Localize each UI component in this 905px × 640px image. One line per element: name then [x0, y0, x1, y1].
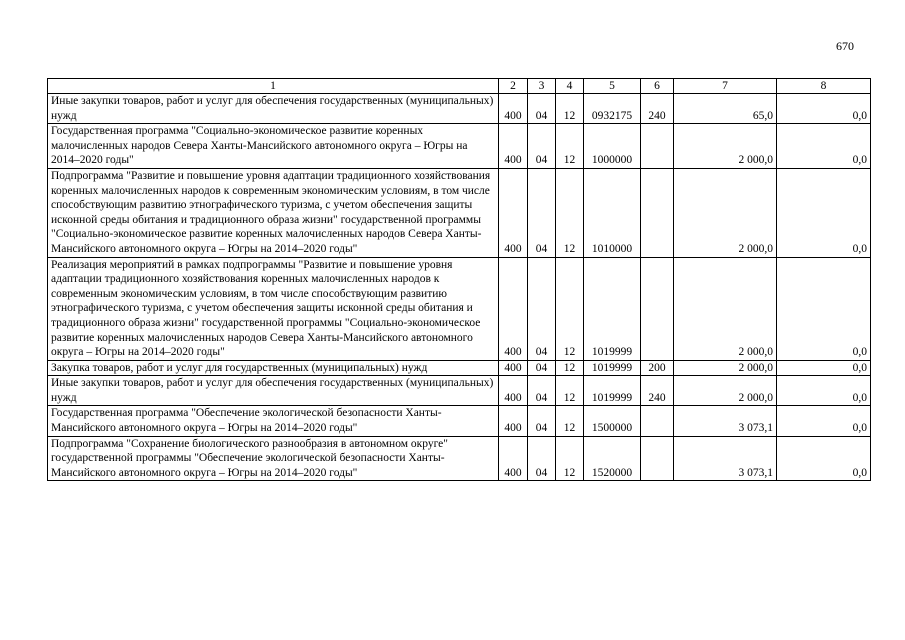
row-code-4: 12 — [556, 406, 584, 436]
column-header: 4 — [556, 79, 584, 94]
row-code-2: 400 — [499, 124, 528, 169]
row-amount-8: 0,0 — [777, 376, 871, 406]
row-code-6: 240 — [641, 94, 674, 124]
table-row — [48, 94, 871, 124]
row-amount-8: 0,0 — [777, 168, 871, 257]
table-row — [48, 406, 871, 436]
row-code-2: 400 — [499, 94, 528, 124]
budget-table — [47, 78, 871, 481]
table-row — [48, 257, 871, 360]
row-amount-8: 0,0 — [777, 436, 871, 481]
row-code-5: 1019999 — [584, 376, 641, 406]
row-amount-7: 2 000,0 — [674, 124, 777, 169]
column-header: 8 — [777, 79, 871, 94]
row-code-4: 12 — [556, 436, 584, 481]
row-code-4: 12 — [556, 168, 584, 257]
row-code-5: 1019999 — [584, 257, 641, 360]
row-code-5: 1019999 — [584, 360, 641, 376]
row-amount-8: 0,0 — [777, 94, 871, 124]
row-code-2: 400 — [499, 257, 528, 360]
row-code-4: 12 — [556, 124, 584, 169]
row-amount-7: 2 000,0 — [674, 257, 777, 360]
row-code-6: 200 — [641, 360, 674, 376]
row-code-3: 04 — [528, 94, 556, 124]
column-header: 1 — [48, 79, 499, 94]
row-code-4: 12 — [556, 257, 584, 360]
row-amount-7: 2 000,0 — [674, 168, 777, 257]
row-code-2: 400 — [499, 436, 528, 481]
column-header: 7 — [674, 79, 777, 94]
row-code-3: 04 — [528, 360, 556, 376]
row-code-2: 400 — [499, 360, 528, 376]
row-code-3: 04 — [528, 436, 556, 481]
table-row — [48, 376, 871, 406]
column-header: 3 — [528, 79, 556, 94]
row-code-6 — [641, 124, 674, 169]
row-amount-7: 2 000,0 — [674, 360, 777, 376]
row-code-5: 1010000 — [584, 168, 641, 257]
row-code-3: 04 — [528, 257, 556, 360]
table-row — [48, 168, 871, 257]
row-code-6: 240 — [641, 376, 674, 406]
row-name: Иные закупки товаров, работ и услуг для обеспечения государственных (муниципальных) нужд — [48, 376, 499, 406]
row-name: Государственная программа "Социально-экономическое развитие коренных малочисленных народов Севера Ханты-Мансийского автономного округа – Югры на 2014–2020 годы" — [48, 124, 499, 169]
row-amount-8: 0,0 — [777, 406, 871, 436]
column-header: 2 — [499, 79, 528, 94]
row-code-2: 400 — [499, 168, 528, 257]
row-code-3: 04 — [528, 168, 556, 257]
page-number: 670 — [836, 39, 854, 53]
row-code-4: 12 — [556, 360, 584, 376]
row-code-5: 1500000 — [584, 406, 641, 436]
row-name: Подпрограмма "Развитие и повышение уровня адаптации традиционного хозяйствования коренных малочисленных народов к современным экономическим условиям, в том числе способствующим развитию этнографического туризма, с учетом обеспечения защиты исконной среды обитания и традиционного образа жизни" государственной программы "Социально-экономическое развитие коренных малочисленных народов Севера Ханты-Мансийского автономного округа – Югры на 2014–2020 годы" — [48, 168, 499, 257]
row-code-2: 400 — [499, 406, 528, 436]
table-row — [48, 436, 871, 481]
column-header: 5 — [584, 79, 641, 94]
row-amount-7: 65,0 — [674, 94, 777, 124]
row-amount-8: 0,0 — [777, 257, 871, 360]
row-name: Иные закупки товаров, работ и услуг для обеспечения государственных (муниципальных) нужд — [48, 94, 499, 124]
row-name: Подпрограмма "Сохранение биологического разнообразия в автономном округе" государственной программы "Обеспечение экологической безопасности Ханты-Мансийского автономного округа – Югры на 2014–2020 годы" — [48, 436, 499, 481]
row-code-4: 12 — [556, 376, 584, 406]
row-code-6 — [641, 406, 674, 436]
row-amount-8: 0,0 — [777, 124, 871, 169]
row-amount-8: 0,0 — [777, 360, 871, 376]
row-code-6 — [641, 436, 674, 481]
row-code-5: 1520000 — [584, 436, 641, 481]
row-amount-7: 3 073,1 — [674, 406, 777, 436]
row-code-6 — [641, 257, 674, 360]
table-row — [48, 124, 871, 169]
row-code-2: 400 — [499, 376, 528, 406]
row-code-4: 12 — [556, 94, 584, 124]
row-name: Закупка товаров, работ и услуг для государственных (муниципальных) нужд — [48, 360, 499, 376]
column-header: 6 — [641, 79, 674, 94]
row-name: Реализация мероприятий в рамках подпрограммы "Развитие и повышение уровня адаптации традиционного хозяйствования коренных малочисленных народов к современным экономическим условиям, в том числе способствующим развитию этнографического туризма, с учетом обеспечения защиты исконной среды обитания и традиционного образа жизни" государственной программы "Социально-экономическое развитие коренных малочисленных народов Севера Ханты-Мансийского автономного округа – Югры на 2014–2020 годы" — [48, 257, 499, 360]
table-row — [48, 360, 871, 376]
row-amount-7: 2 000,0 — [674, 376, 777, 406]
row-amount-7: 3 073,1 — [674, 436, 777, 481]
row-code-3: 04 — [528, 406, 556, 436]
row-code-3: 04 — [528, 376, 556, 406]
row-code-5: 0932175 — [584, 94, 641, 124]
row-code-6 — [641, 168, 674, 257]
row-code-5: 1000000 — [584, 124, 641, 169]
table-header-row — [48, 79, 871, 94]
row-code-3: 04 — [528, 124, 556, 169]
row-name: Государственная программа "Обеспечение экологической безопасности Ханты-Мансийского автономного округа – Югры на 2014–2020 годы" — [48, 406, 499, 436]
